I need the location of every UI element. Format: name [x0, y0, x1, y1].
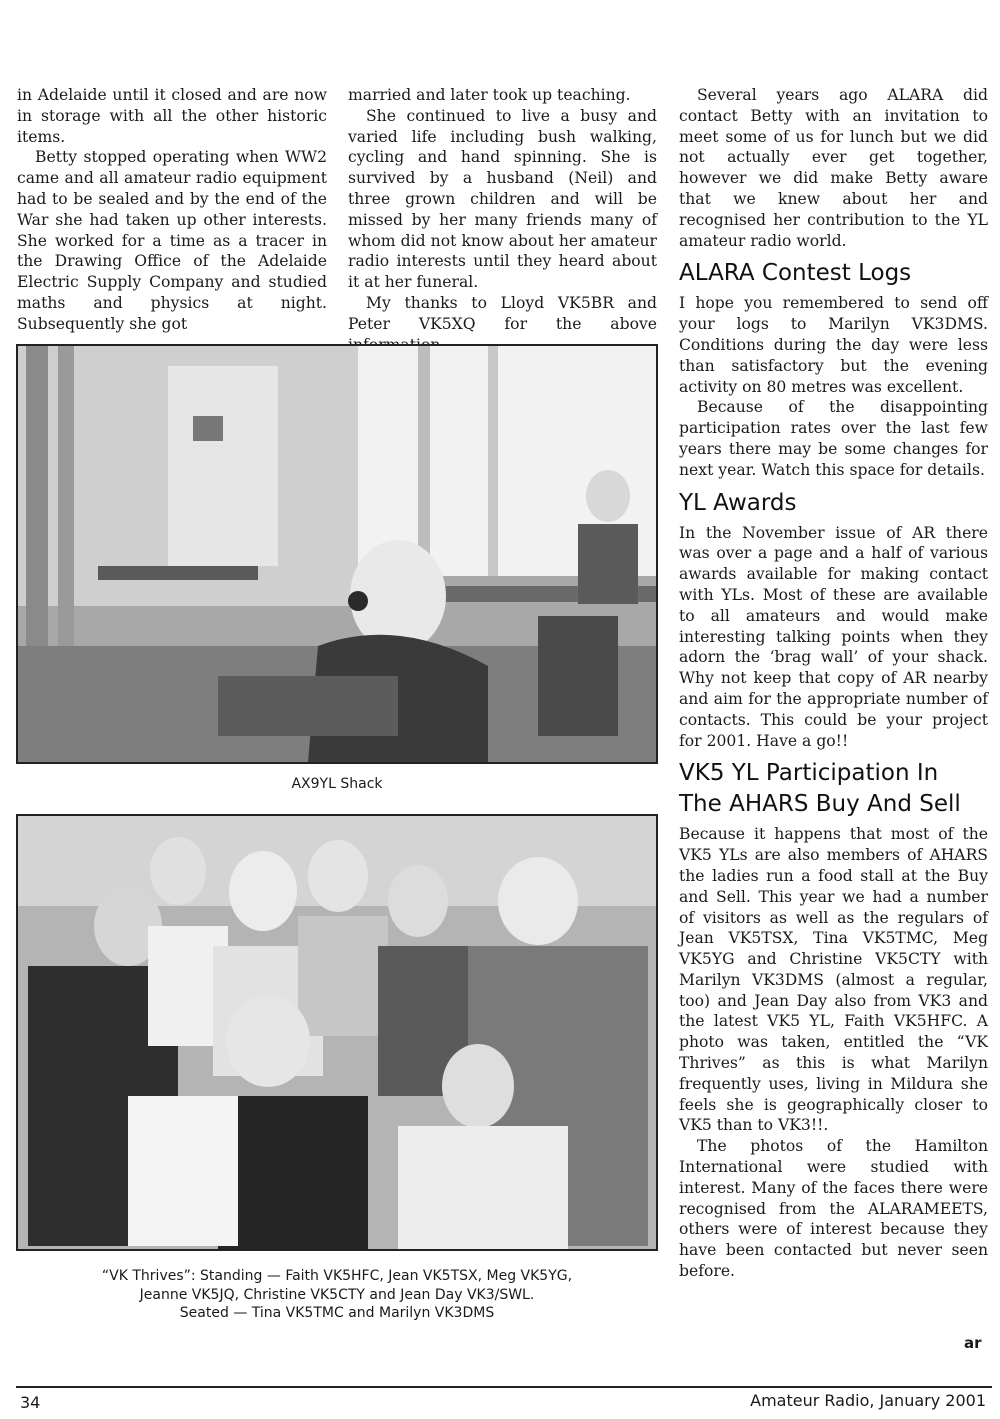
caption-line: Seated — Tina VK5TMC and Marilyn VK3DMS — [179, 1305, 495, 1321]
page-number: 34 — [20, 1393, 41, 1412]
paragraph: married and later took up teaching. — [348, 86, 631, 104]
paragraph: The photos of the Hamilton International were studied with interest. Many of the faces there were recognised from the ALARAMEETS, others were of interest because they have been contacted but never seen before. — [679, 1137, 988, 1281]
paragraph: Several years ago ALARA did contact Betty with an invitation to meet some of us for lunch but we did not actually ever get together, however we did make Betty aware that we knew about her and recognised her contribution to the YL amateur radio world. — [679, 86, 988, 250]
section-heading-yl-awards: YL Awards — [679, 489, 797, 516]
group-photo — [16, 814, 658, 1251]
caption-line: Jeanne VK5JQ, Christine VK5CTY and Jean Day VK3/SWL. — [139, 1286, 535, 1303]
paragraph: Because it happens that most of the VK5 YLs are also members of AHARS the ladies run a food stall at the Buy and Sell. This year we had a number of visitors as well as the regulars of Jean VK5TSX, Tina VK5TMC, Meg VK5YG and Christine VK5CTY with Marilyn VK3DMS (almost a regular, too) and Jean Day also from VK3 and the latest VK5 YL, Faith VK5HFC. A photo was taken, entitled the “VK Thrives” as this is what Marilyn frequently uses, living in Mildura she feels she is geographically closer to VK5 than to VK3!!. — [679, 825, 988, 1135]
section-heading-vk5-participation: VK5 YL Participation In The AHARS Buy And Sell — [679, 760, 961, 818]
shack-photo-image — [18, 346, 656, 762]
group-photo-caption — [16, 1267, 658, 1323]
shack-photo-caption: AX9YL Shack — [291, 776, 383, 792]
column-1 — [17, 85, 327, 335]
paragraph: I hope you remembered to send off your logs to Marilyn VK3DMS. Conditions during the day were less than satisfactory but the evening activity on 80 metres was excellent. — [679, 294, 988, 396]
paragraph: in Adelaide until it closed and are now in storage with all the other historic items. — [17, 86, 327, 146]
paragraph: In the November issue of AR there was over a page and a half of various awards available for making contact with YLs. Most of these are available to all amateurs and would make interesting talking points when they adorn the ‘brag wall’ of your shack. Why not keep that copy of AR nearby and aim for the appropriate number of contacts. This could be your project for 2001. Have a go!! — [679, 523, 988, 750]
paragraph: Because of the disappointing participation rates over the last few years there may be some changes for next year. Watch this space for details. — [679, 398, 988, 479]
caption-line: “VK Thrives”: Standing — Faith VK5HFC, Jean VK5TSX, Meg VK5YG, — [101, 1268, 573, 1284]
section-heading-contest-logs: ALARA Contest Logs — [679, 260, 912, 287]
column-2 — [348, 85, 657, 355]
shack-photo — [16, 344, 658, 764]
column-3 — [679, 85, 988, 1282]
footer-rule — [16, 1386, 992, 1388]
end-mark: ar — [964, 1334, 982, 1352]
paragraph: My thanks to Lloyd VK5BR and Peter VK5XQ for the above — [348, 293, 657, 333]
paragraph: She continued to live a busy and varied life including bush walking, cycling and hand spinning. She is survived by a husband (Neil) and three grown children and will be missed by her many friends many of whom did not know about her amateur radio interests until they heard about it at her funeral. — [348, 106, 657, 292]
group-photo-image — [18, 816, 656, 1249]
publication-title: Amateur Radio, January 2001 — [750, 1391, 986, 1410]
paragraph: Betty stopped operating when WW2 came and all amateur radio equipment had to be sealed and by the end of the War she had taken up other interests. She worked for a time as a tracer in the Drawing Office of the Adelaide Electric Supply Company and studied maths and physics at night. Subsequently she got — [17, 148, 327, 333]
